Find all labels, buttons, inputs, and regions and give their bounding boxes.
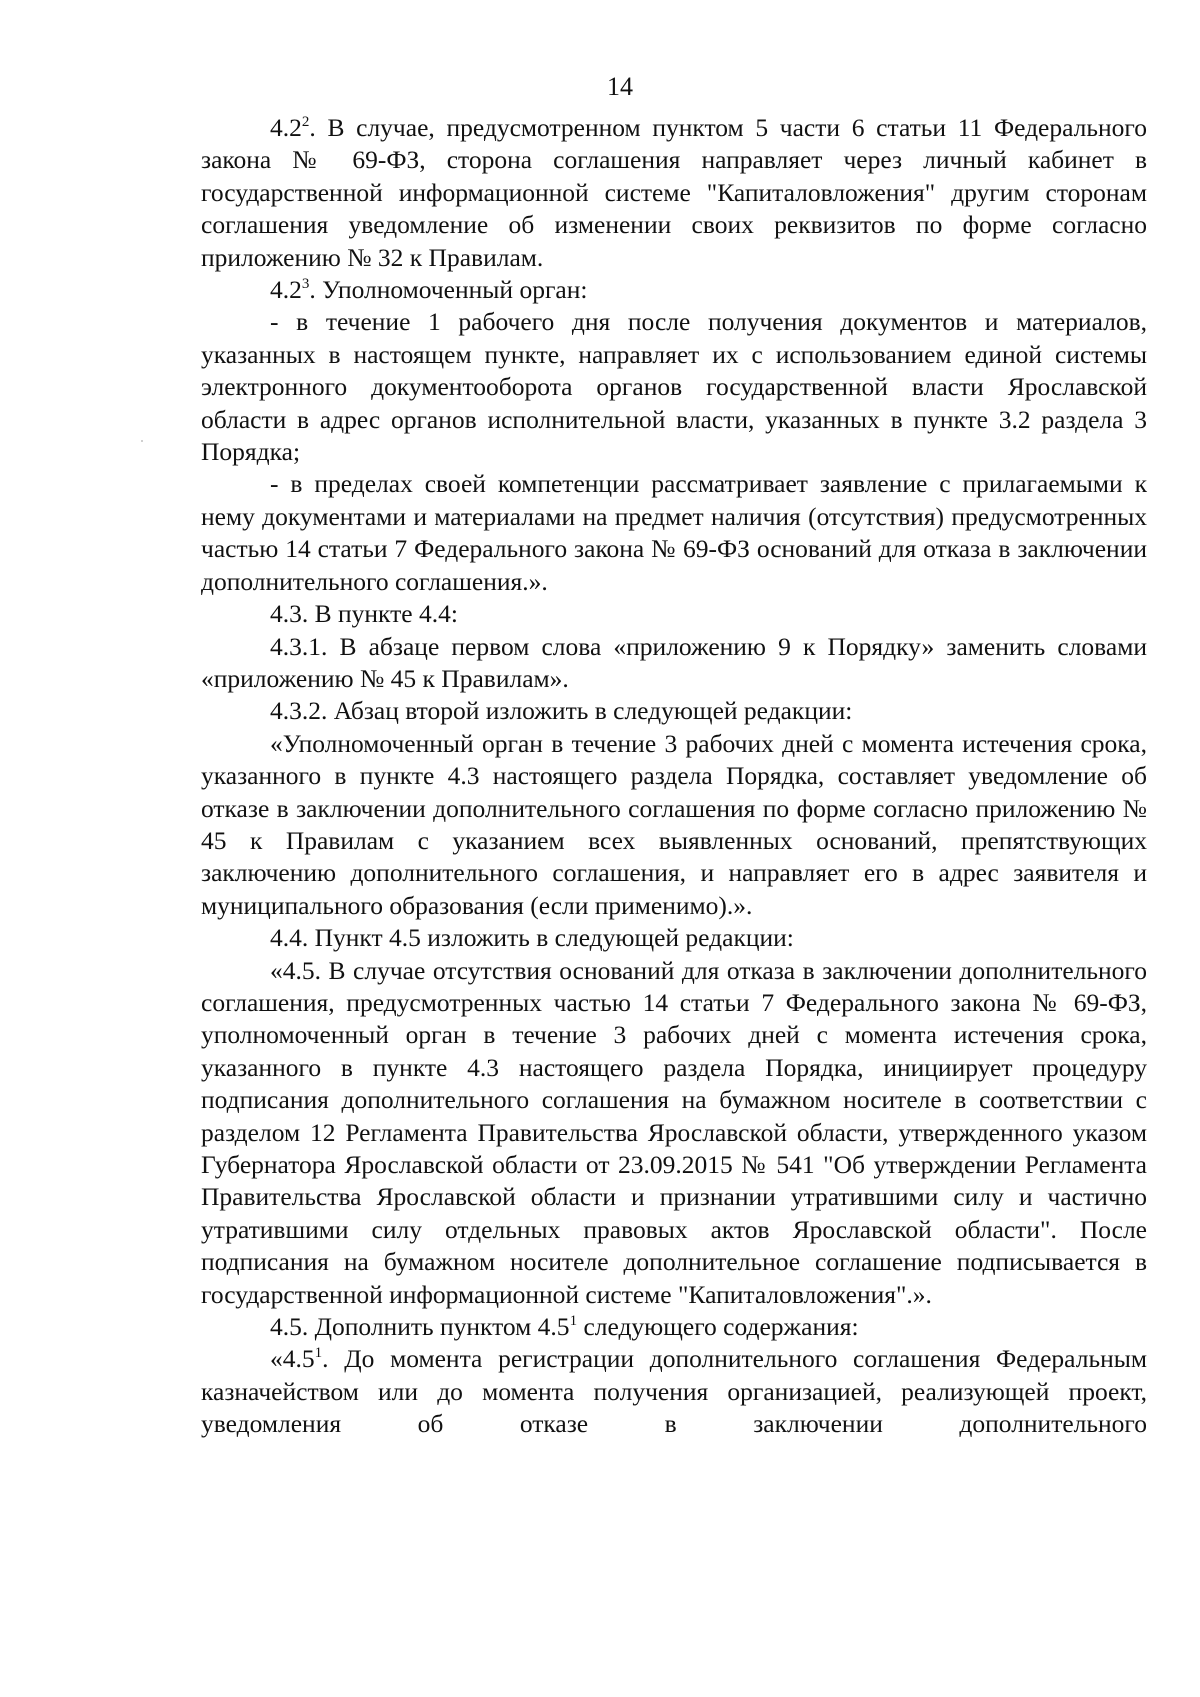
- paragraph-4-3: [201, 598, 1147, 630]
- paragraph-quote-notification: [201, 728, 1147, 922]
- paragraph-text: 4.4. Пункт 4.5 изложить в следующей редакции:: [270, 923, 794, 953]
- superscript: 1: [569, 1312, 578, 1329]
- paragraph-quote-4-5-1: [201, 1343, 1147, 1440]
- paragraph-text: . В случае, предусмотренном пунктом 5 части 6 статьи 11 Федерального закона № 69-ФЗ, сторона соглашения направляет через личный кабинет в государственной информационной системе "Капиталовложения" другим сторонам соглашения уведомление об изменении своих реквизитов по форме согласно приложению № 32 к Правилам.: [201, 113, 1147, 272]
- paragraph-4-3-2: [201, 695, 1147, 727]
- paragraph-text: - в течение 1 рабочего дня после получения документов и материалов, указанных в настоящем пункте, направляет их с использованием единой системы электронного документооборота органов государственной власти Ярославской области в адрес органов исполнительной власти, указанных в пункте 3.2 раздела 3 Порядка;: [201, 307, 1147, 467]
- paragraph-4-4: [201, 922, 1147, 954]
- scan-artifact: [141, 440, 143, 442]
- paragraph-label: 4.2: [270, 113, 302, 142]
- superscript: 3: [301, 275, 310, 292]
- paragraph-label: «4.5: [270, 1344, 315, 1374]
- paragraph-text: следующего содержания:: [577, 1312, 859, 1342]
- paragraph-dash-2: [201, 468, 1147, 598]
- paragraph-text: 4.3.1. В абзаце первом слова «приложению 9 к Порядку» заменить словами «приложению № 45 к Правилам».: [201, 631, 1147, 693]
- paragraph-text: 4.3. В пункте 4.4:: [270, 599, 458, 629]
- paragraph-text: 4.3.2. Абзац второй изложить в следующей редакции:: [270, 696, 853, 726]
- document-body: [201, 112, 1147, 1441]
- superscript: 1: [314, 1344, 323, 1361]
- paragraph-4-3-1: [201, 631, 1147, 696]
- paragraph-label: 4.5. Дополнить пунктом 4.5: [270, 1312, 570, 1342]
- paragraph-text: . Уполномоченный орган:: [309, 275, 588, 305]
- paragraph-quote-4-5: [201, 955, 1147, 1311]
- paragraph-text: . До момента регистрации дополнительного соглашения Федеральным казначейством или до момента получения организацией, реализующей проект, уведомления об отказе в заключении дополнительного: [201, 1344, 1147, 1439]
- paragraph-4-2-2: [201, 112, 1147, 274]
- paragraph-4-5-intro: [201, 1311, 1147, 1343]
- paragraph-dash-1: [201, 306, 1147, 468]
- superscript: 2: [301, 113, 310, 130]
- paragraph-text: - в пределах своей компетенции рассматривает заявление с прилагаемыми к нему документами и материалами на предмет наличия (отсутствия) предусмотренных частью 14 статьи 7 Федерального закона № 69-ФЗ оснований для отказа в заключении дополнительного соглашения.».: [201, 469, 1147, 596]
- paragraph-4-2-3: [201, 274, 1147, 306]
- paragraph-label: 4.2: [270, 275, 302, 305]
- paragraph-text: «4.5. В случае отсутствия оснований для отказа в заключении дополнительного соглашения, предусмотренных частью 14 статьи 7 Федерального закона № 69-ФЗ, уполномоченный орган в течение 3 рабочих дней с момента истечения срока, указанного в пункте 4.3 настоящего раздела Порядка, инициирует процедуру подписания дополнительного соглашения на бумажном носителе в соответствии с разделом 12 Регламента Правительства Ярославской области, утвержденного указом Губернатора Ярославской области от 23.09.2015 № 541 "Об утверждении Регламента Правительства Ярославской области и признании утратившими силу и частично утратившими силу отдельных правовых актов Ярославской области". После подписания на бумажном носителе дополнительное соглашение подписывается в государственной информационной системе "Капиталовложения".».: [201, 955, 1147, 1309]
- page-number: 14: [607, 72, 633, 101]
- paragraph-text: «Уполномоченный орган в течение 3 рабочих дней с момента истечения срока, указанного в пункте 4.3 настоящего раздела Порядка, составляет уведомление об отказе в заключении дополнительного соглашения по форме согласно приложению № 45 к Правилам с указанием всех выявленных оснований, препятствующих заключению дополнительного соглашения, и направляет его в адрес заявителя и муниципального образования (если применимо).».: [201, 728, 1147, 920]
